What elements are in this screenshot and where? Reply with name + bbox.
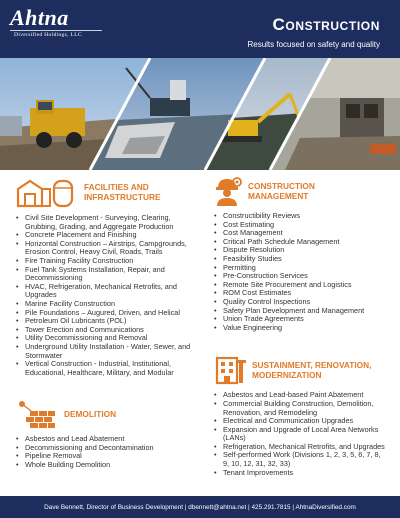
list-item: • Concrete Placement and Finishing [16,231,202,240]
facilities-list [16,214,202,377]
page-footer [0,496,400,518]
list-item: • Electrical and Communication Upgrades [214,417,388,426]
list-item: • Pile Foundations – Augured, Driven, and Helical [16,309,202,318]
section-sustainment [214,355,388,477]
list-item: • Tower Erection and Communications [16,326,202,335]
management-title-line1: CONSTRUCTION [248,181,315,191]
list-item: • Horizontal Construction – Airstrips, Campgrounds, Erosion Control, Heavy Civil, Roads, Trails [16,240,202,257]
list-item: • Cost Management [214,229,388,238]
list-item: • Civil Site Development - Surveying, Clearing, Grubbing, Grading, and Aggregate Production [16,214,202,231]
construction-photos [0,58,400,170]
list-item: • Feasibility Studies [214,255,388,264]
list-item: • Pipeline Removal [16,452,202,461]
section-demolition [16,399,202,469]
list-item: • Tenant Improvements [214,469,388,478]
facilities-header [16,176,202,208]
list-item: • Decommissioning and Decontamination [16,444,202,453]
list-item: • Fire Training Facility Construction [16,257,202,266]
building-and-tank-icon [16,176,76,208]
logo-rule [10,30,102,31]
list-item: • Permitting [214,264,388,273]
list-item: • Commercial Building Construction, Demolition, Renovation, and Remodeling [214,400,388,417]
page-subtitle: Results focused on safety and quality [247,40,380,49]
list-item: • Remote Site Procurement and Logistics [214,281,388,290]
photo-collage [0,58,400,170]
list-item: • Union Trade Agreements [214,315,388,324]
logo-name: Ahtna [10,5,69,30]
list-item: • Value Engineering [214,324,388,333]
list-item: • Petroleum Oil Lubricants (POL) [16,317,202,326]
list-item: • Vertical Construction - Industrial, Institutional, Educational, Healthcare, Military, and Modular [16,360,202,377]
brick-wall-wrecking-ball-icon [16,399,56,429]
list-item: • Marine Facility Construction [16,300,202,309]
sustainment-title-line1: SUSTAINMENT, RENOVATION, [252,360,372,371]
demolition-header [16,399,202,429]
footer-contact: Dave Bennett, Director of Business Development | dbennett@ahtna.net | 425.291.7815 | AhtnaDiversified.com [44,503,356,511]
management-title-line2: MANAGEMENT [248,191,309,201]
list-item: • Expansion and Upgrade of Local Area Networks (LANs) [214,426,388,443]
sustainment-header [214,355,388,385]
list-item: • Dispute Resolution [214,246,388,255]
list-item: • Asbestos and Lead-based Paint Abatement [214,391,388,400]
section-facilities [16,176,202,377]
page-header [0,0,400,58]
list-item: • Fuel Tank Systems Installation, Repair, and Decommissioning [16,266,202,283]
management-list [214,212,388,332]
list-item: • Pre-Construction Services [214,272,388,281]
list-item: • Safety Plan Development and Management [214,307,388,316]
list-item: • ROM Cost Estimates [214,289,388,298]
company-logo [10,7,108,38]
list-item: • Asbestos and Lead Abatement [16,435,202,444]
demolition-list [16,435,202,469]
facilities-title-line1: FACILITIES AND [84,182,149,192]
worker-with-gear-icon [214,176,242,206]
list-item: • Whole Building Demolition [16,461,202,470]
list-item: • Self-performed Work (Divisions 1, 2, 3, 5, 6, 7, 8, 9, 10, 12, 31, 32, 33) [214,451,388,468]
sustainment-list [214,391,388,477]
logo-subtitle: Diversified Holdings, LLC [14,32,82,38]
list-item: • Underground Utility Installation - Water, Sewer, and Stormwater [16,343,202,360]
list-item: • Quality Control Inspections [214,298,388,307]
list-item: • HVAC, Refrigeration, Mechanical Retrofits, and Upgrades [16,283,202,300]
list-item: • Constructibility Reviews [214,212,388,221]
page-title: Construction [272,15,380,34]
list-item: • Refrigeration, Mechanical Retrofits, and Upgrades [214,443,388,452]
list-item: • Cost Estimating [214,221,388,230]
sustainment-title-line2: MODERNIZATION [252,370,322,381]
right-column [214,176,388,477]
list-item: • Critical Path Schedule Management [214,238,388,247]
section-management [214,176,388,332]
facilities-title-line2: INFRASTRUCTURE [84,192,161,202]
left-column [16,176,202,470]
demolition-title: DEMOLITION [64,409,117,420]
list-item: • Utility Decommissioning and Removal [16,334,202,343]
management-header [214,176,388,206]
building-repair-icon [214,355,246,385]
